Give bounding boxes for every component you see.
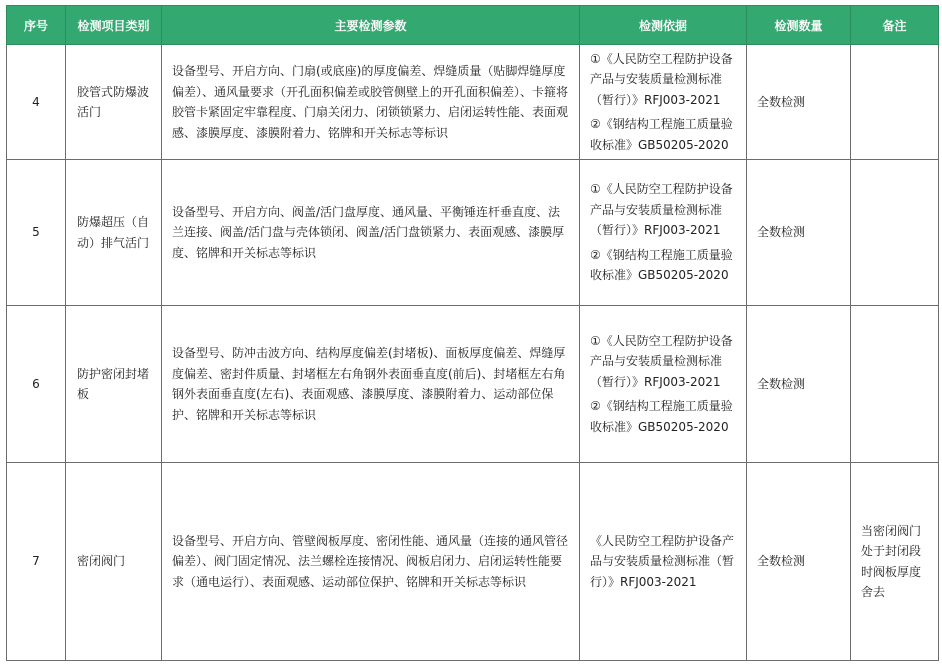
cell-remark <box>851 45 939 160</box>
cell-params: 设备型号、开启方向、门扇(或底座)的厚度偏差、焊缝质量（贴脚焊缝厚度偏差）、通风量要求（开孔面积偏差或胶管侧壁上的开孔面积偏差）、卡箍将胶管卡紧固定牢靠程度、门扇关闭力、闭锁锁紧力、启闭运转性能、表面观感、漆膜厚度、漆膜附着力、铭牌和开关标志等标识 <box>162 45 580 160</box>
basis-item: ①《人民防空工程防护设备产品与安装质量检测标准（暂行）》RFJ003-2021 <box>590 333 733 389</box>
cell-basis <box>580 463 747 661</box>
cell-no: 6 <box>7 306 66 463</box>
basis-item: ②《钢结构工程施工质量验收标准》GB50205-2020 <box>590 399 733 434</box>
cell-no: 7 <box>7 463 66 661</box>
cell-category: 胶管式防爆波活门 <box>66 45 162 160</box>
cell-remark: 当密闭阀门处于封闭段时阀板厚度舍去 <box>851 463 939 661</box>
header-quantity: 检测数量 <box>747 6 851 45</box>
cell-params: 设备型号、防冲击波方向、结构厚度偏差(封堵板)、面板厚度偏差、焊缝厚度偏差、密封件质量、封堵框左右角钢外表面垂直度(前后)、封堵框左右角钢外表面垂直度(左右)、表面观感、漆膜厚度、漆膜附着力、运动部位保护、铭牌和开关标志等标识 <box>162 306 580 463</box>
header-no: 序号 <box>7 6 66 45</box>
cell-category: 密闭阀门 <box>66 463 162 661</box>
cell-remark <box>851 306 939 463</box>
basis-item: 《人民防空工程防护设备产品与安装质量检测标准（暂行）》RFJ003-2021 <box>590 533 735 589</box>
cell-category: 防护密闭封堵板 <box>66 306 162 463</box>
basis-item: ①《人民防空工程防护设备产品与安装质量检测标准（暂行）》RFJ003-2021 <box>590 51 733 107</box>
basis-item: ②《钢结构工程施工质量验收标准》GB50205-2020 <box>590 247 733 283</box>
header-basis: 检测依据 <box>580 6 747 45</box>
cell-basis <box>580 160 747 306</box>
basis-item: ①《人民防空工程防护设备产品与安装质量检测标准（暂行）》RFJ003-2021 <box>590 182 733 238</box>
header-remark: 备注 <box>851 6 939 45</box>
cell-basis <box>580 45 747 160</box>
header-category: 检测项目类别 <box>66 6 162 45</box>
table-row <box>7 306 939 463</box>
cell-quantity: 全数检测 <box>747 306 851 463</box>
table-row <box>7 160 939 306</box>
cell-remark <box>851 160 939 306</box>
header-params: 主要检测参数 <box>162 6 580 45</box>
cell-params: 设备型号、开启方向、阀盖/活门盘厚度、通风量、平衡锤连杆垂直度、法兰连接、阀盖/活门盘与壳体锁闭、阀盖/活门盘锁紧力、表面观感、漆膜厚度、铭牌和开关标志等标识 <box>162 160 580 306</box>
cell-no: 5 <box>7 160 66 306</box>
cell-params: 设备型号、开启方向、管壁阀板厚度、密闭性能、通风量（连接的通风管径偏差）、阀门固定情况、法兰螺栓连接情况、阀板启闭力、启闭运转性能要求（通电运行）、表面观感、运动部位保护、铭牌和开关标志等标识 <box>162 463 580 661</box>
basis-item: ②《钢结构工程施工质量验收标准》GB50205-2020 <box>590 117 733 152</box>
table-row <box>7 45 939 160</box>
table-header-row <box>7 6 939 45</box>
table-row <box>7 463 939 661</box>
cell-no: 4 <box>7 45 66 160</box>
cell-quantity: 全数检测 <box>747 160 851 306</box>
cell-quantity: 全数检测 <box>747 463 851 661</box>
cell-category: 防爆超压（自动）排气活门 <box>66 160 162 306</box>
cell-quantity: 全数检测 <box>747 45 851 160</box>
cell-basis <box>580 306 747 463</box>
inspection-table <box>6 5 939 661</box>
